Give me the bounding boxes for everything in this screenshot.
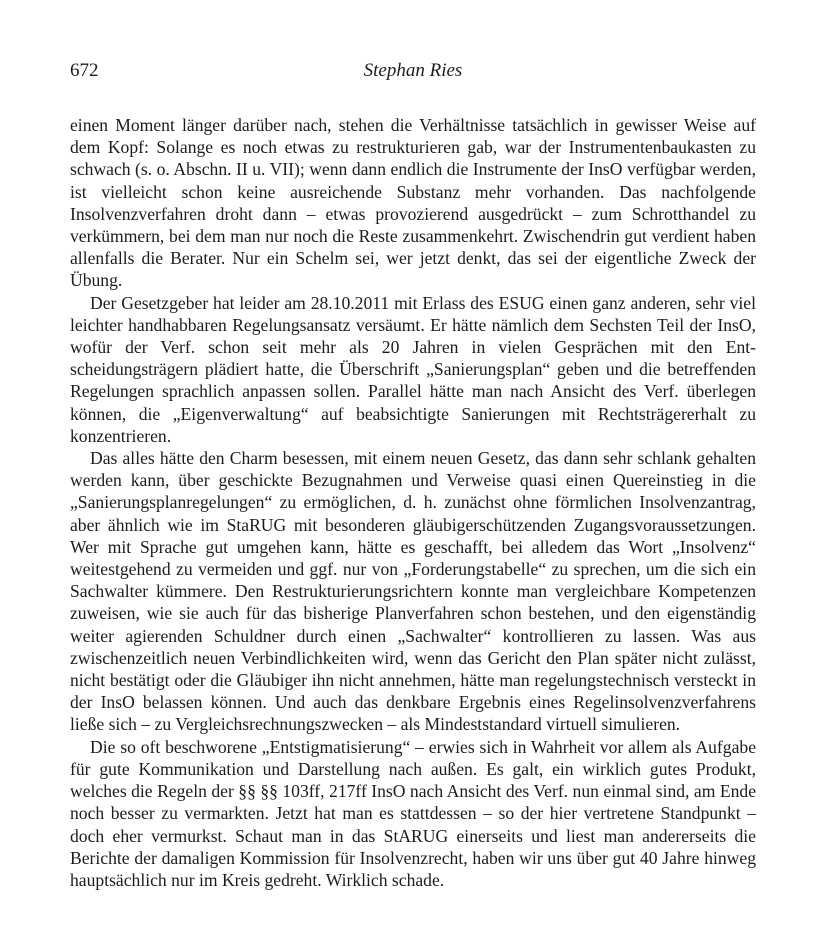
- paragraph: Das alles hätte den Charm besessen, mit einem neuen Gesetz, das dann sehr schlank gehalten werden kann, über geschickte Bezugnahmen und Verweise quasi einen Quereinstieg in die „Sanierungsplanregelungen“ zu ermöglichen, d. h. zunächst ohne förmlichen Insolvenzantrag, aber ähnlich wie im StaRUG mit besonderen gläubigerschützenden Zugangsvoraussetzungen. Wer mit Sprache gut umgehen kann, hätte es geschafft, bei alledem das Wort „Insolvenz“ weitestgehend zu vermeiden und ggf. nur von „Forderungstabelle“ zu sprechen, um die sich ein Sachwalter kümmere. Den Restrukturierungsrichtern konnte man vergleichbare Kompetenzen zuweisen, wie sie auch für das bisherige Planverfahren schon bestehen, und den eigenständig weiter agierenden Schuldner durch einen „Sachwalter“ kontrollieren zu lassen. Was aus zwischenzeitlich neuen Verbindlichkeiten wird, wenn das Gericht den Plan später nicht zulässt, nicht bestätigt oder die Gläubiger ihn nicht annehmen, hätte man regelungstechnisch versteckt in der InsO belassen können. Und auch das denkbare Ergebnis eines Regelinsolvenzverfahrens ließe sich – zu Vergleichsrechnungszwecken – als Mindeststandard virtuell simulieren.: [70, 448, 756, 735]
- page-header: [70, 60, 756, 90]
- paragraph: Der Gesetzgeber hat leider am 28.10.2011 mit Erlass des ESUG einen ganz anderen, sehr viel leichter handhabbaren Regelungsansatz versäumt. Er hätte nämlich dem Sechsten Teil der InsO, wofür der Verf. schon seit mehr als 20 Jahren in vielen Gesprächen mit den Entscheidungsträgern plädiert hatte, die Überschrift „Sanierungsplan“ geben und die betreffenden Regelungen sprachlich anpassen sollen. Parallel hätte man nach Ansicht des Verf. überlegen können, die „Eigenverwaltung“ auf beabsichtigte Sanierungen mit Rechtsträgererhalt zu konzentrieren.: [70, 292, 756, 446]
- paragraph: Die so oft beschworene „Entstigmatisierung“ – erwies sich in Wahrheit vor allem als Aufgabe für gute Kommunikation und Darstellung nach außen. Es galt, ein wirklich gutes Produkt, welches die Regeln der §§ §§ 103ff, 217ff InsO nach Ansicht des Verf. nun einmal sind, am Ende noch besser zu vermarkten. Jetzt hat man es stattdessen – so der hier vertretene Standpunkt – doch eher vermurkst. Schaut man in das StARUG einerseits und liest man andererseits die Berichte der damaligen Kommission für Insolvenzrecht, haben wir uns über gut 40 Jahre hinweg hauptsächlich nur im Kreis gedreht. Wirklich schade.: [70, 736, 756, 890]
- running-head: Stephan Ries: [363, 60, 463, 81]
- page-number: 672: [70, 60, 99, 81]
- paragraph: einen Moment länger darüber nach, stehen die Verhältnisse tatsächlich in gewisser Weise auf dem Kopf: Solange es noch etwas zu restrukturieren gab, war der Instrumentenbaukasten zu schwach (s. o. Abschn. II u. VII); wenn dann endlich die Instrumente der InsO verfügbar werden, ist vielleicht schon keine ausreichende Substanz mehr vorhanden. Das nachfolgende Insolvenzverfahren droht dann – etwas provozierend ausgedrückt – zum Schrotthandel zu verkümmern, bei dem man nur noch die Reste zusammenkehrt. Zwischendrin gut verdient haben allenfalls die Berater. Nur ein Schelm sei, wer jetzt denkt, das sei der eigentliche Zweck der Übung.: [70, 115, 756, 291]
- body-text: [70, 114, 756, 891]
